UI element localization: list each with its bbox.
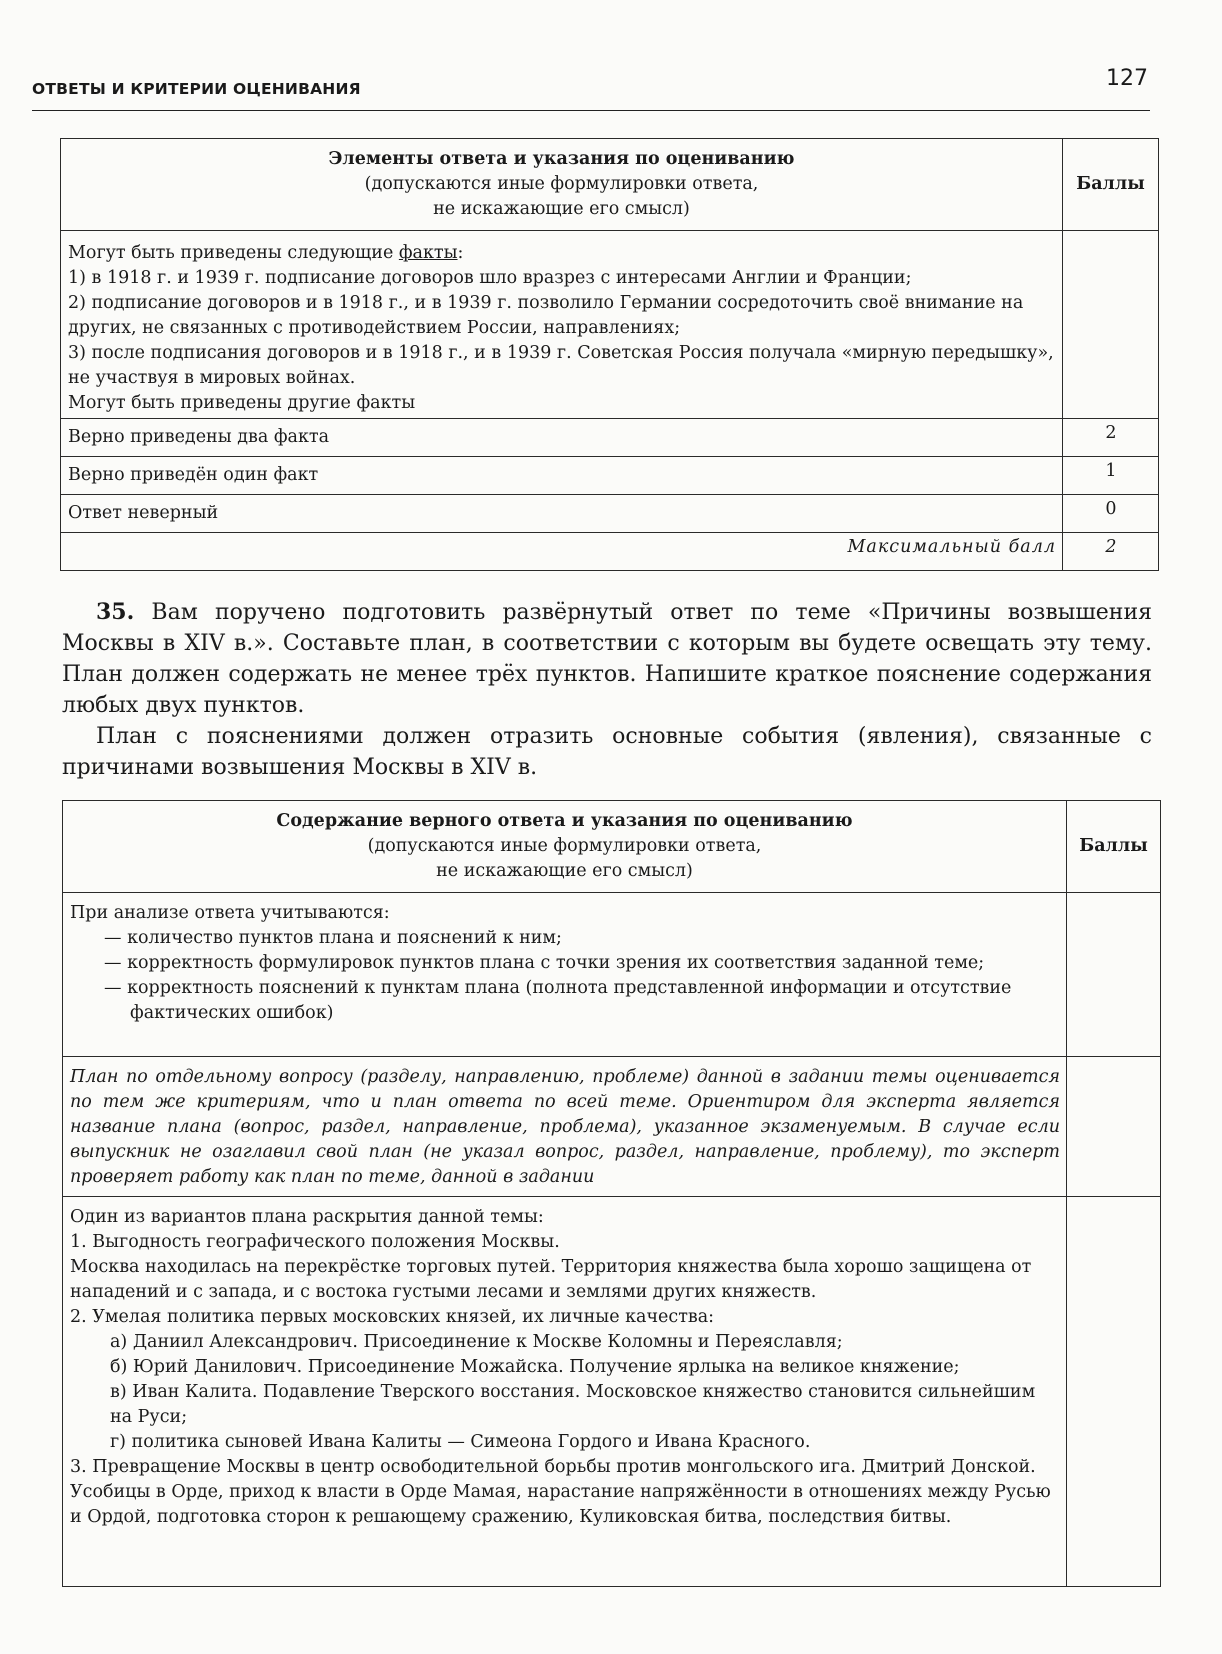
max-score-row (61, 533, 1159, 571)
plan-item: 2. Умелая политика первых московских князей, их личные качества: (70, 1307, 715, 1327)
balls-label: Баллы (1079, 836, 1148, 856)
criteria-row (63, 893, 1161, 1057)
facts-intro-text: Могут быть приведены следующие (68, 243, 399, 263)
score-cell-empty (1063, 231, 1159, 419)
criteria-item: — корректность формулировок пунктов плана с точки зрения их соответствия заданной теме; (104, 953, 985, 973)
header-subtitle: не искажающие его смысл) (436, 861, 693, 881)
score-cell-empty (1067, 1197, 1161, 1587)
balls-header (1063, 139, 1159, 231)
task-paragraph: План с пояснениями должен отразить основные события (явления), связанные с причинами возвышения Москвы в XIV в. (62, 724, 1152, 780)
header-subtitle: не искажающие его смысл) (433, 199, 690, 219)
criterion-label: Верно приведены два факта (61, 419, 1063, 457)
balls-label: Баллы (1076, 174, 1145, 194)
table-header-row (61, 139, 1159, 231)
plan-explanation: Москва находилась на перекрёстке торговых путей. Территория княжества была хорошо защищена от нападений и с запада, и с востока густыми лесами и землями других княжеств. (70, 1257, 1032, 1302)
criteria-item: — количество пунктов плана и пояснений к ним; (104, 928, 562, 948)
facts-outro: Могут быть приведены другие факты (68, 393, 416, 413)
header-title: Элементы ответа и указания по оцениванию (328, 149, 795, 169)
criteria-cell (63, 893, 1067, 1057)
facts-intro-colon: : (457, 243, 464, 263)
scoring-table-34 (60, 138, 1159, 571)
plan-intro: Один из вариантов плана раскрытия данной темы: (70, 1207, 544, 1227)
task-35 (62, 597, 1152, 783)
max-score-label: Максимальный балл (61, 533, 1063, 571)
plan-item: 3. Превращение Москвы в центр освободительной борьбы против монгольского ига. Дмитрий Донской. (70, 1457, 1036, 1477)
max-score-value: 2 (1063, 533, 1159, 571)
header-cell (61, 139, 1063, 231)
plan-cell (63, 1197, 1067, 1587)
scoring-table-35 (62, 800, 1161, 1587)
criterion-score: 0 (1063, 495, 1159, 533)
balls-header (1067, 801, 1161, 893)
page-header (32, 64, 1150, 111)
fact-item: 3) после подписания договоров и в 1918 г., и в 1939 г. Советская Россия получала «мирную передышку», не участвуя в мировых войнах. (68, 343, 1054, 388)
plan-subitem: а) Даниил Александрович. Присоединение к Москве Коломны и Переяславля; (110, 1332, 843, 1352)
plan-item: 1. Выгодность географического положения Москвы. (70, 1232, 560, 1252)
header-title: Содержание верного ответа и указания по оцениванию (276, 811, 853, 831)
score-cell-empty (1067, 1057, 1161, 1197)
task-paragraph (62, 597, 1152, 721)
note-row (63, 1057, 1161, 1197)
fact-item: 1) в 1918 г. и 1939 г. подписание договоров шло вразрез с интересами Англии и Франции; (68, 268, 912, 288)
facts-row (61, 231, 1159, 419)
table-row (61, 495, 1159, 533)
facts-cell (61, 231, 1063, 419)
facts-intro (68, 241, 1056, 266)
plan-subitem: г) политика сыновей Ивана Калиты — Симеона Гордого и Ивана Красного. (110, 1432, 811, 1452)
score-cell-empty (1067, 893, 1161, 1057)
header-subtitle: (допускаются иные формулировки ответа, (367, 836, 762, 856)
criteria-item: — корректность пояснений к пунктам плана (полнота представленной информации и отсутствие фактических ошибок) (104, 978, 1012, 1023)
criterion-score: 1 (1063, 457, 1159, 495)
criterion-label: Ответ неверный (61, 495, 1063, 533)
plan-subitem: б) Юрий Данилович. Присоединение Можайска. Получение ярлыка на великое княжение; (110, 1357, 960, 1377)
fact-item: 2) подписание договоров и в 1918 г., и в 1939 г. позволило Германии сосредоточить своё внимание на других, не связанных с противодействием России, направлениях; (68, 293, 1024, 338)
task-number: 35. (96, 599, 135, 625)
header-subtitle: (допускаются иные формулировки ответа, (364, 174, 759, 194)
plan-explanation: Усобицы в Орде, приход к власти в Орде Мамая, нарастание напряжённости в отношениях между Русью и Ордой, подготовка сторон к решающему сражению, Куликовская битва, последствия битвы. (70, 1482, 1051, 1527)
criterion-label: Верно приведён один факт (61, 457, 1063, 495)
plan-row (63, 1197, 1161, 1587)
plan-subitem: в) Иван Калита. Подавление Тверского восстания. Московское княжество становится сильнейшим на Руси; (110, 1382, 1036, 1427)
table-row (61, 457, 1159, 495)
criterion-score: 2 (1063, 419, 1159, 457)
criteria-intro: При анализе ответа учитываются: (70, 903, 390, 923)
facts-intro-underlined: факты (398, 243, 458, 263)
page-number: 127 (1106, 66, 1148, 91)
expert-note: План по отдельному вопросу (разделу, направлению, проблеме) данной в задании темы оценивается по тем же критериям, что и план ответа по всей теме. Ориентиром для эксперта является название плана (вопрос, раздел, направление, проблема), указанное экзаменуемым. В случае если выпускник не озаглавил свой план (не указал вопрос, раздел, направление, проблему), то эксперт проверяет работу как план по теме, данной в задании (63, 1057, 1067, 1197)
table-row (61, 419, 1159, 457)
running-title: ОТВЕТЫ И КРИТЕРИИ ОЦЕНИВАНИЯ (32, 80, 361, 98)
table-header-row (63, 801, 1161, 893)
header-cell (63, 801, 1067, 893)
task-text: Вам поручено подготовить развёрнутый ответ по теме «Причины возвышения Москвы в XIV в.». Составьте план, в соответствии с которым вы будете освещать эту тему. План должен содержать не менее трёх пунктов. Напишите краткое пояснение содержания любых двух пунктов. (62, 600, 1152, 718)
